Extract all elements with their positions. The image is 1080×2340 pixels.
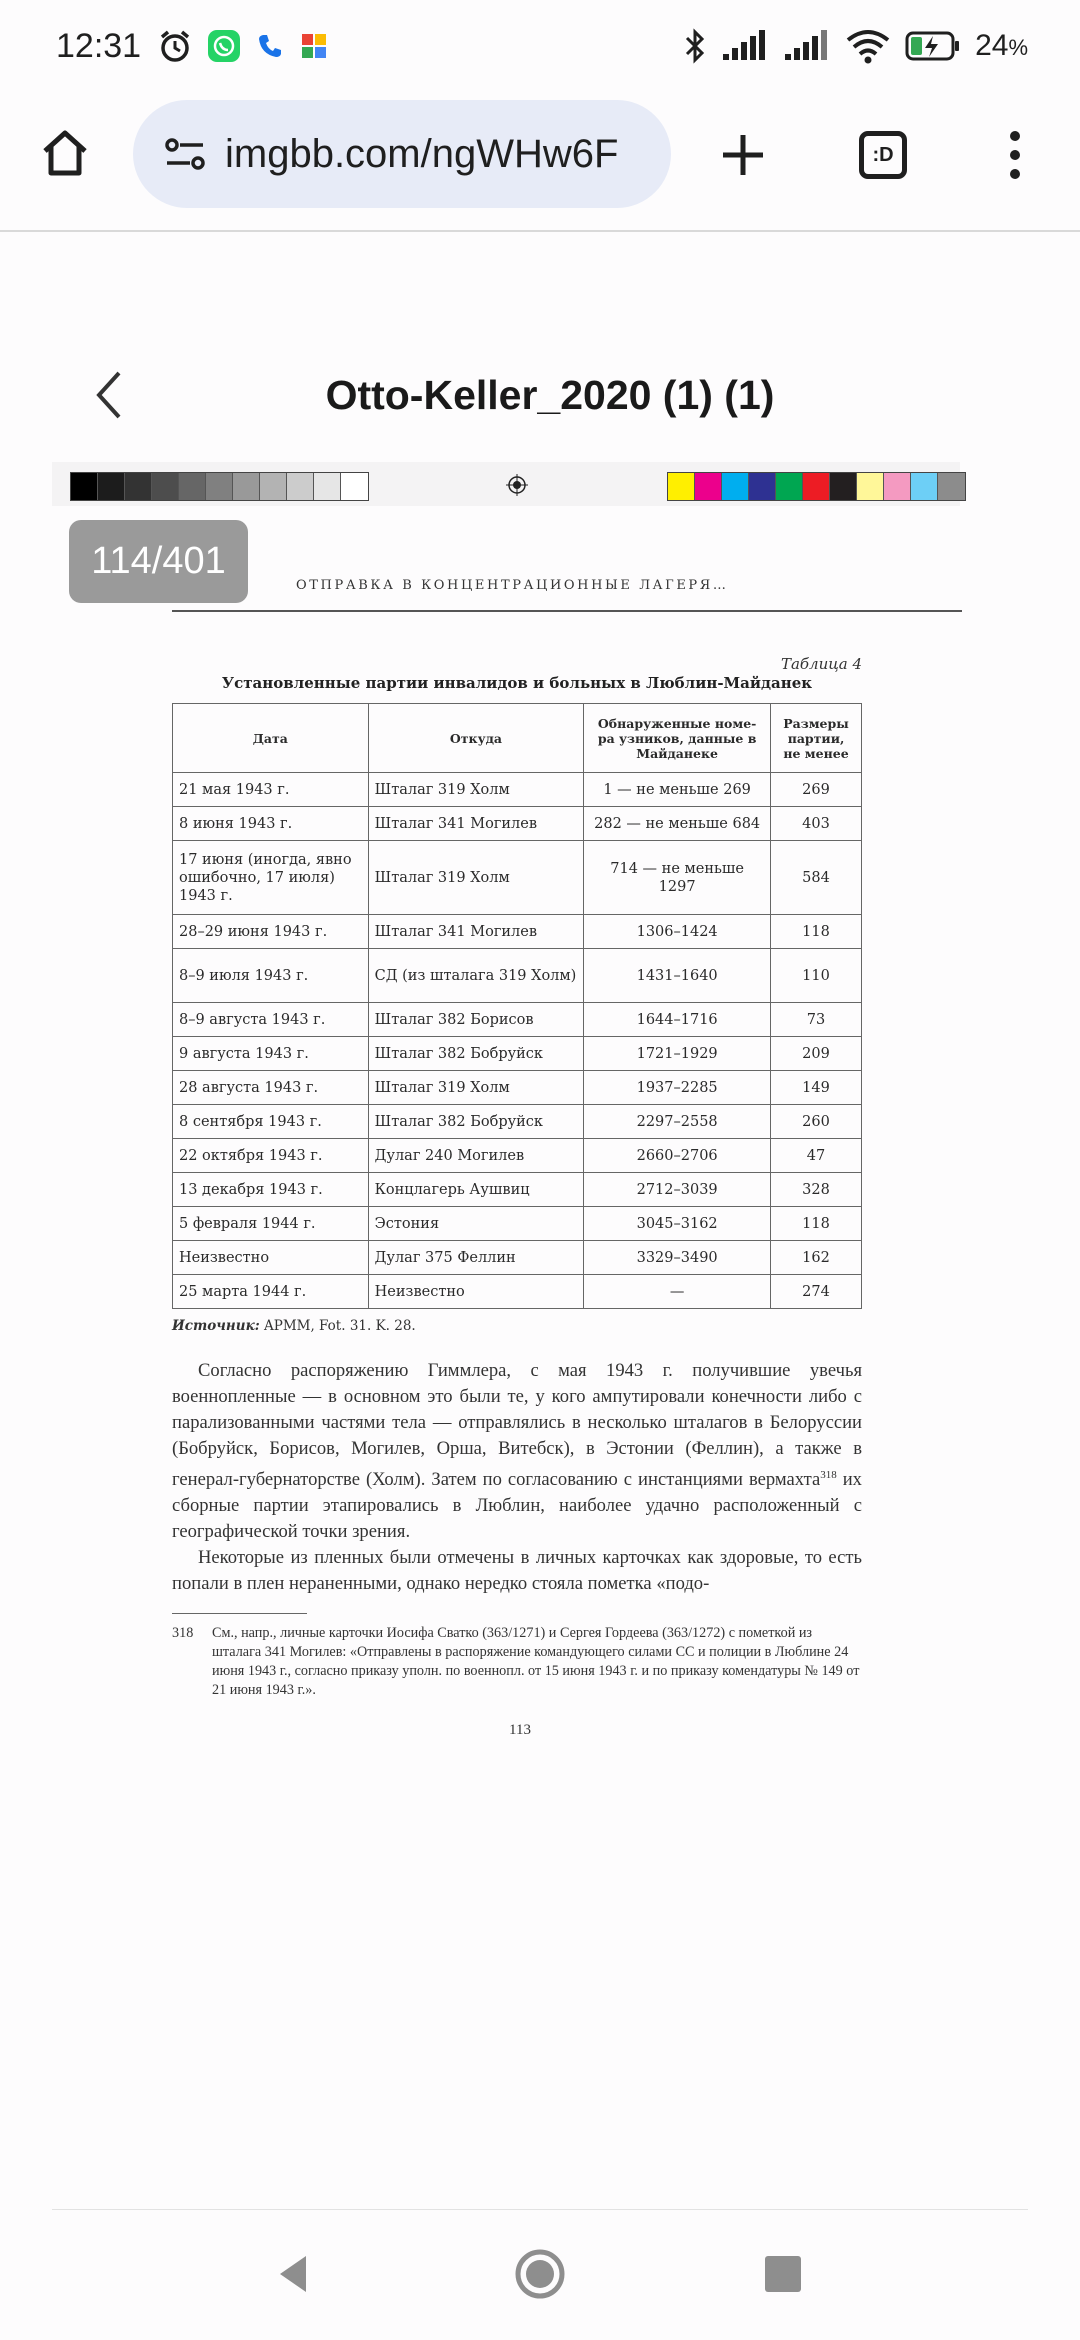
cell-size: 149 — [771, 1071, 862, 1105]
cell-origin: Дулаг 375 Феллин — [368, 1241, 584, 1275]
cell-origin: Шталаг 382 Бобруйск — [368, 1037, 584, 1071]
cell-numbers: 1 — не меньше 269 — [584, 773, 771, 807]
system-icons — [683, 27, 1028, 65]
status-time: 12:31 — [56, 26, 142, 65]
address-bar[interactable] — [133, 100, 671, 208]
tabs-icon — [859, 131, 907, 179]
page-number: 113 — [509, 1722, 531, 1738]
cell-numbers: — — [584, 1275, 771, 1309]
bluetooth-icon — [683, 27, 707, 65]
cell-date: 8–9 июля 1943 г. — [173, 949, 369, 1003]
cell-size: 118 — [771, 915, 862, 949]
paragraph: Некоторые из пленных были отмечены в личных карточках как здоровые, то есть попали в плен нераненными, однако нередко стояла пометка «подо- — [172, 1547, 862, 1595]
cell-numbers: 1721–1929 — [584, 1037, 771, 1071]
signal-icon — [721, 30, 769, 62]
more-menu-button[interactable] — [990, 120, 1040, 190]
cell-size: 274 — [771, 1275, 862, 1309]
cell-numbers: 1937–2285 — [584, 1071, 771, 1105]
cell-date: 8 сентября 1943 г. — [173, 1105, 369, 1139]
table-row — [173, 773, 862, 807]
alarm-icon — [157, 28, 193, 64]
url-text[interactable]: imgbb.com/ngWHw6F — [225, 131, 619, 176]
footnote-number: 318 — [172, 1625, 194, 1641]
cell-origin: Неизвестно — [368, 1275, 584, 1309]
cell-numbers: 3045–3162 — [584, 1207, 771, 1241]
cell-date: 22 октября 1943 г. — [173, 1139, 369, 1173]
cell-origin: Шталаг 319 Холм — [368, 1071, 584, 1105]
back-arrow-icon — [91, 367, 127, 423]
table-row — [173, 1173, 862, 1207]
registration-mark-icon — [506, 474, 528, 496]
toolbar-divider — [0, 230, 1080, 232]
header-rule — [172, 610, 962, 612]
cell-size: 118 — [771, 1207, 862, 1241]
cell-origin: Шталаг 341 Могилев — [368, 915, 584, 949]
signal-icon — [783, 30, 831, 62]
whatsapp-icon — [207, 29, 241, 63]
footnote-text: См., напр., личные карточки Иосифа Сватко (363/1271) и Сергея Гордеева (363/1272) с пометкой из шталага 341 Могилев: «Отправлены в распоряжение командующего силами СС и полиции в Люблине 24 июня 1943 г., согласно приказу уполн. по военнопл. от 15 июня 1943 г. и по приказу комендатуры № 149 от 21 июня 1943 г.». — [212, 1625, 860, 1698]
source-text: APMM, Fot. 31. K. 28. — [259, 1318, 416, 1334]
cell-date: Неизвестно — [173, 1241, 369, 1275]
table-row — [173, 1207, 862, 1241]
nav-home-icon[interactable] — [514, 2248, 566, 2300]
cell-size: 47 — [771, 1139, 862, 1173]
home-icon — [37, 125, 93, 181]
cell-size: 209 — [771, 1037, 862, 1071]
table-row — [173, 1241, 862, 1275]
battery-icon — [905, 30, 961, 62]
data-table — [172, 703, 862, 1309]
cell-size: 260 — [771, 1105, 862, 1139]
battery-percentage — [975, 29, 1028, 63]
cell-date: 28 августа 1943 г. — [173, 1071, 369, 1105]
status-bar — [0, 0, 1080, 92]
cell-numbers: 1306–1424 — [584, 915, 771, 949]
column-header: Размеры партии, не менее — [771, 704, 862, 773]
column-header: Откуда — [368, 704, 584, 773]
footnote — [172, 1624, 862, 1700]
cell-origin: СД (из шталага 319 Холм) — [368, 949, 584, 1003]
nav-divider — [52, 2209, 1028, 2210]
cell-origin: Шталаг 382 Бобруйск — [368, 1105, 584, 1139]
table-row — [173, 807, 862, 841]
home-button[interactable] — [30, 118, 100, 188]
table-title: Установленные партии инвалидов и больных в Люблин-Майданек — [221, 674, 813, 692]
table-row — [173, 1105, 862, 1139]
table-row — [173, 1003, 862, 1037]
notification-icons — [157, 28, 329, 64]
new-tab-button[interactable] — [708, 120, 778, 190]
nav-back-icon[interactable] — [270, 2250, 318, 2298]
table-row — [173, 1275, 862, 1309]
cell-origin: Шталаг 319 Холм — [368, 841, 584, 915]
cell-numbers: 282 — не меньше 684 — [584, 807, 771, 841]
tabs-label: :D — [872, 143, 894, 166]
table-row — [173, 1071, 862, 1105]
cell-origin: Концлагерь Аушвиц — [368, 1173, 584, 1207]
cell-size: 162 — [771, 1241, 862, 1275]
browser-toolbar — [0, 92, 1080, 232]
cell-numbers: 1644–1716 — [584, 1003, 771, 1037]
table-row — [173, 1037, 862, 1071]
cell-date: 17 июня (иногда, явно ошибочно, 17 июля) 1943 г. — [173, 841, 369, 915]
cell-size: 403 — [771, 807, 862, 841]
cell-date: 9 августа 1943 г. — [173, 1037, 369, 1071]
cell-date: 25 марта 1944 г. — [173, 1275, 369, 1309]
footnote-rule — [172, 1613, 307, 1614]
gray-swatches — [70, 472, 369, 501]
document-title: Otto-Keller_2020 (1) (1) — [325, 371, 775, 418]
cell-numbers: 2712–3039 — [584, 1173, 771, 1207]
more-icon — [1010, 169, 1020, 179]
cell-date: 5 февраля 1944 г. — [173, 1207, 369, 1241]
cell-numbers: 714 — не меньше 1297 — [584, 841, 771, 915]
cell-origin: Шталаг 382 Борисов — [368, 1003, 584, 1037]
cell-numbers: 2297–2558 — [584, 1105, 771, 1139]
cell-date: 8–9 августа 1943 г. — [173, 1003, 369, 1037]
color-swatches — [667, 472, 966, 501]
wifi-icon — [845, 28, 891, 64]
site-settings-icon[interactable] — [163, 134, 207, 174]
body-text — [172, 1358, 862, 1597]
table-header-row — [173, 704, 862, 773]
cell-numbers: 1431–1640 — [584, 949, 771, 1003]
cell-origin: Дулаг 240 Могилев — [368, 1139, 584, 1173]
tab-switcher-button[interactable] — [848, 120, 918, 190]
phone-icon — [255, 31, 285, 61]
cell-origin: Шталаг 341 Могилев — [368, 807, 584, 841]
cell-size: 110 — [771, 949, 862, 1003]
table-number: Таблица 4 — [780, 655, 862, 673]
running-head: ОТПРАВКА В КОНЦЕНТРАЦИОННЫЕ ЛАГЕРЯ… — [296, 578, 729, 593]
paragraph — [172, 1358, 862, 1545]
puzzle-icon — [299, 31, 329, 61]
cell-size: 584 — [771, 841, 862, 915]
more-icon — [1010, 150, 1020, 160]
column-header: Дата — [173, 704, 369, 773]
nav-recents-icon[interactable] — [765, 2256, 801, 2292]
column-header: Обнаруженные номе-ра узников, данные в Майданеке — [584, 704, 771, 773]
cell-size: 269 — [771, 773, 862, 807]
paragraph-text: Согласно распоряжению Гиммлера, с мая 1943 г. получившие увечья военнопленные — в основном это были те, у кого ампутировали конечности либо с парализованными частями тела — отправлялись в несколько шталагов в Белоруссии (Бобруйск, Борисов, Могилев, Орша, Витебск), в Эстонии (Феллин), а также в генерал-губернаторстве (Холм). Затем по согласованию с инстанциями вермахта — [172, 1360, 862, 1491]
footnote-ref[interactable]: 318 — [820, 1469, 837, 1481]
table-row — [173, 841, 862, 915]
more-icon — [1010, 131, 1020, 141]
cell-origin: Эстония — [368, 1207, 584, 1241]
table-source — [172, 1318, 416, 1334]
plus-icon — [718, 130, 768, 180]
table-row — [173, 1139, 862, 1173]
cell-numbers: 3329–3490 — [584, 1241, 771, 1275]
cell-numbers: 2660–2706 — [584, 1139, 771, 1173]
page-indicator-badge: 114/401 — [69, 520, 248, 603]
cell-origin: Шталаг 319 Холм — [368, 773, 584, 807]
cell-date: 28–29 июня 1943 г. — [173, 915, 369, 949]
viewer-back-button[interactable] — [84, 360, 134, 430]
source-label: Источник: — [172, 1318, 260, 1334]
cell-size: 328 — [771, 1173, 862, 1207]
battery-percent-symbol: % — [1008, 35, 1028, 60]
cell-date: 13 декабря 1943 г. — [173, 1173, 369, 1207]
paragraph-text: их сборные партии этапировались в Люблин, наиболее удачно расположенный с географической точки зрения. — [172, 1469, 862, 1543]
table-row — [173, 949, 862, 1003]
cell-date: 21 мая 1943 г. — [173, 773, 369, 807]
table-row — [173, 915, 862, 949]
cell-size: 73 — [771, 1003, 862, 1037]
cell-date: 8 июня 1943 г. — [173, 807, 369, 841]
battery-percent-value: 24 — [975, 29, 1009, 62]
